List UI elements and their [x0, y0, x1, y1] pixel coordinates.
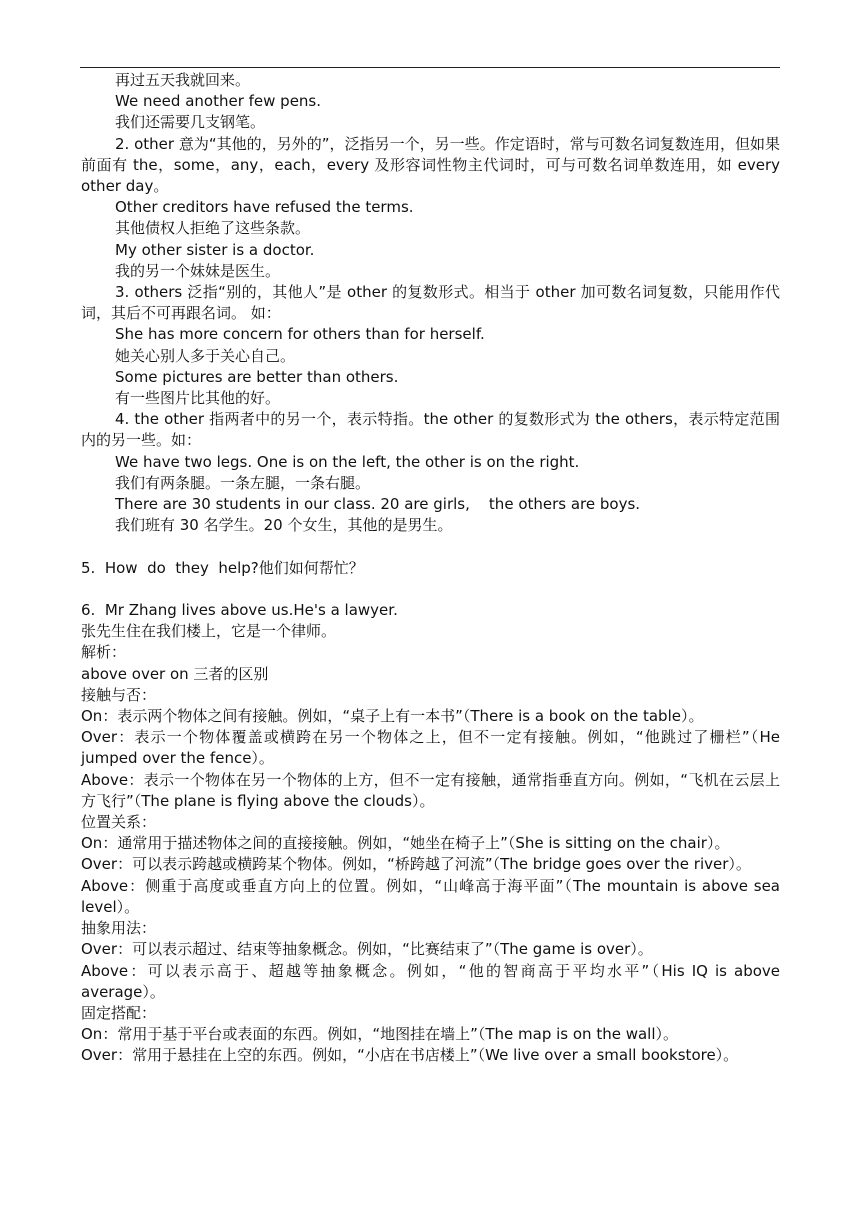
position-over: Over：可以表示跨越或横跨某个物体。例如，“桥跨越了河流”（The bridge goes over the river）。: [81, 855, 751, 874]
text-line: 再过五天我就回来。: [115, 71, 251, 89]
blank-line: [81, 579, 780, 600]
position-on: On：通常用于描述物体之间的直接接触。例如，“她坐在椅子上”（She is sitting on the chair）。: [81, 834, 730, 853]
translation-line: 她关心别人多于关心自己。: [115, 346, 296, 365]
comparison-title: above over on 三者的区别: [81, 664, 269, 683]
example-sentence: Some pictures are better than others.: [115, 367, 399, 386]
point-2-paragraph: 2. other 意为“其他的，另外的”，泛指另一个，另一些。作定语时，常与可数名词复数连用，但如果前面有 the，some，any，each，every 及形容词性物主代词时，可与可数名词单数连用，如 every other day。: [81, 134, 780, 196]
translation-line: 其他债权人拒绝了这些条款。: [115, 219, 311, 238]
contact-on: On：表示两个物体之间有接触。例如，“桌子上有一本书”（There is a book on the table）。: [81, 707, 704, 726]
contact-over: Over：表示一个物体覆盖或横跨在另一个物体之上，但不一定有接触。例如，“他跳过了栅栏”（He jumped over the fence）。: [81, 728, 780, 768]
translation-line: 我的另一个妹妹是医生。: [115, 261, 281, 280]
question-6: 6. Mr Zhang lives above us.He's a lawyer.: [81, 601, 398, 620]
collocation-on: On：常用于基于平台或表面的东西。例如，“地图挂在墙上”（The map is on the wall）。: [81, 1025, 678, 1044]
example-sentence: She has more concern for others than for herself.: [115, 325, 485, 344]
translation-line: 我们班有 30 名学生。20 个女生，其他的是男生。: [115, 516, 453, 535]
abstract-over: Over：可以表示超过、结束等抽象概念。例如，“比赛结束了”（The game is over）。: [81, 940, 653, 959]
question-5: 5. How do they help?他们如何帮忙？: [81, 558, 364, 577]
collocation-over: Over：常用于悬挂在上空的东西。例如，“小店在书店楼上”（We live over a small bookstore）。: [81, 1046, 739, 1065]
translation-line: 我们还需要几支钢笔。: [115, 113, 266, 132]
section-heading-collocation: 固定搭配：: [81, 1003, 157, 1022]
section-heading-abstract: 抽象用法：: [81, 919, 157, 938]
example-sentence: My other sister is a doctor.: [115, 240, 315, 259]
example-sentence: Other creditors have refused the terms.: [115, 198, 414, 217]
position-above: Above：侧重于高度或垂直方向上的位置。例如，“山峰高于海平面”（The mountain is above sea level）。: [81, 876, 780, 916]
header-rule: [80, 67, 780, 68]
point-3-paragraph: 3. others 泛指“别的，其他人”是 other 的复数形式。相当于 other 加可数名词复数，只能用作代词，其后不可再跟名词。 如：: [81, 283, 780, 323]
question-6-translation: 张先生住在我们楼上，它是一个律师。: [81, 622, 337, 641]
translation-line: 有一些图片比其他的好。: [115, 389, 281, 408]
section-heading-position: 位置关系：: [81, 813, 157, 832]
contact-above: Above：表示一个物体在另一个物体的上方，但不一定有接触，通常指垂直方向。例如，“飞机在云层上方飞行”（The plane is flying above the clouds）。: [81, 770, 780, 810]
example-sentence: There are 30 students in our class. 20 are girls, the others are boys.: [115, 495, 641, 514]
document-body: [81, 70, 780, 1067]
analysis-heading: 解析：: [81, 643, 127, 662]
section-heading-contact: 接触与否：: [81, 685, 157, 704]
example-sentence: We need another few pens.: [115, 92, 322, 111]
translation-line: 我们有两条腿。一条左腿，一条右腿。: [115, 473, 371, 492]
point-4-paragraph: 4. the other 指两者中的另一个，表示特指。the other 的复数形式为 the others，表示特定范围内的另一些。如：: [81, 410, 780, 450]
example-sentence: We have two legs. One is on the left, the other is on the right.: [115, 452, 580, 471]
abstract-above: Above：可以表示高于、超越等抽象概念。例如，“他的智商高于平均水平”（His IQ is above average）。: [81, 961, 780, 1001]
blank-line: [81, 536, 780, 557]
